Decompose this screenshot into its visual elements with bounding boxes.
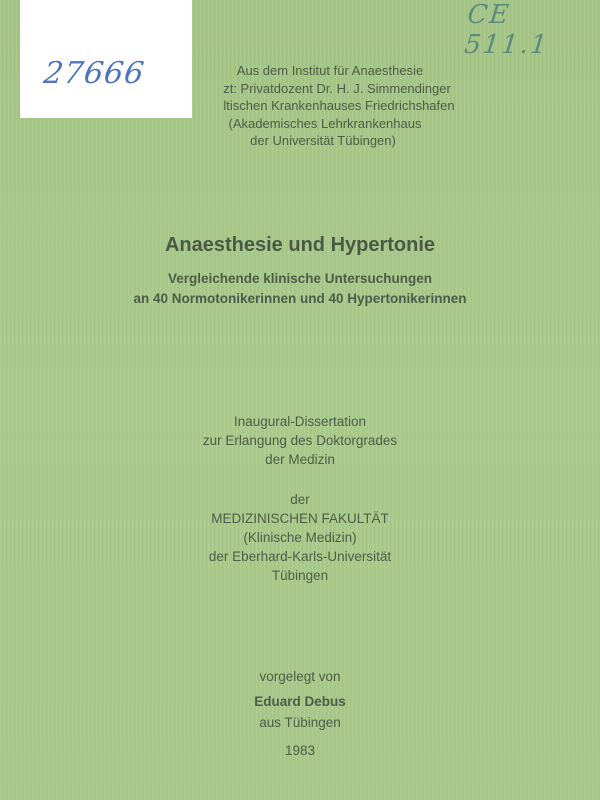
dissertation-line: Inaugural-Dissertation [233,414,367,429]
institute-line: der Universität Tübingen) [250,133,396,148]
faculty-line: MEDIZINISCHEN FAKULTÄT [211,511,389,526]
label-number: 27666 [41,56,147,91]
faculty-line: (Klinische Medizin) [243,530,357,545]
faculty-line: Tübingen [271,568,329,583]
institute-block [140,62,490,150]
presented-by-label: vorgelegt von [259,669,341,684]
document-subtitle [0,269,600,309]
dissertation-line: zur Erlangung des Doktorgrades [202,433,398,448]
institute-line: (Akademisches Lehrkrankenhaus [228,115,422,131]
dissertation-line: der Medizin [265,452,335,467]
faculty-line: der Eberhard-Karls-Universität [208,549,392,564]
faculty-line: der [290,492,310,507]
document-title: Anaesthesie und Hypertonie [164,234,436,256]
subtitle-line-2: an 40 Normotonikerinnen und 40 Hypertonikerinnen [133,291,467,306]
library-label [20,0,192,118]
faculty-block [0,490,600,585]
institute-line: ltischen Krankenhauses Friedrichshafen [223,98,455,113]
handwritten-call-number: CE 511.1 [462,0,551,60]
publication-year: 1983 [284,743,316,758]
subtitle-line-1: Vergleichende klinische Untersuchungen [167,271,433,286]
institute-line: zt: Privatdozent Dr. H. J. Simmendinger [223,80,451,96]
institute-line: Aus dem Institut für Anaesthesie [236,63,424,78]
author-name: Eduard Debus [254,694,346,709]
author-origin: aus Tübingen [259,715,341,730]
dissertation-block [0,412,600,469]
